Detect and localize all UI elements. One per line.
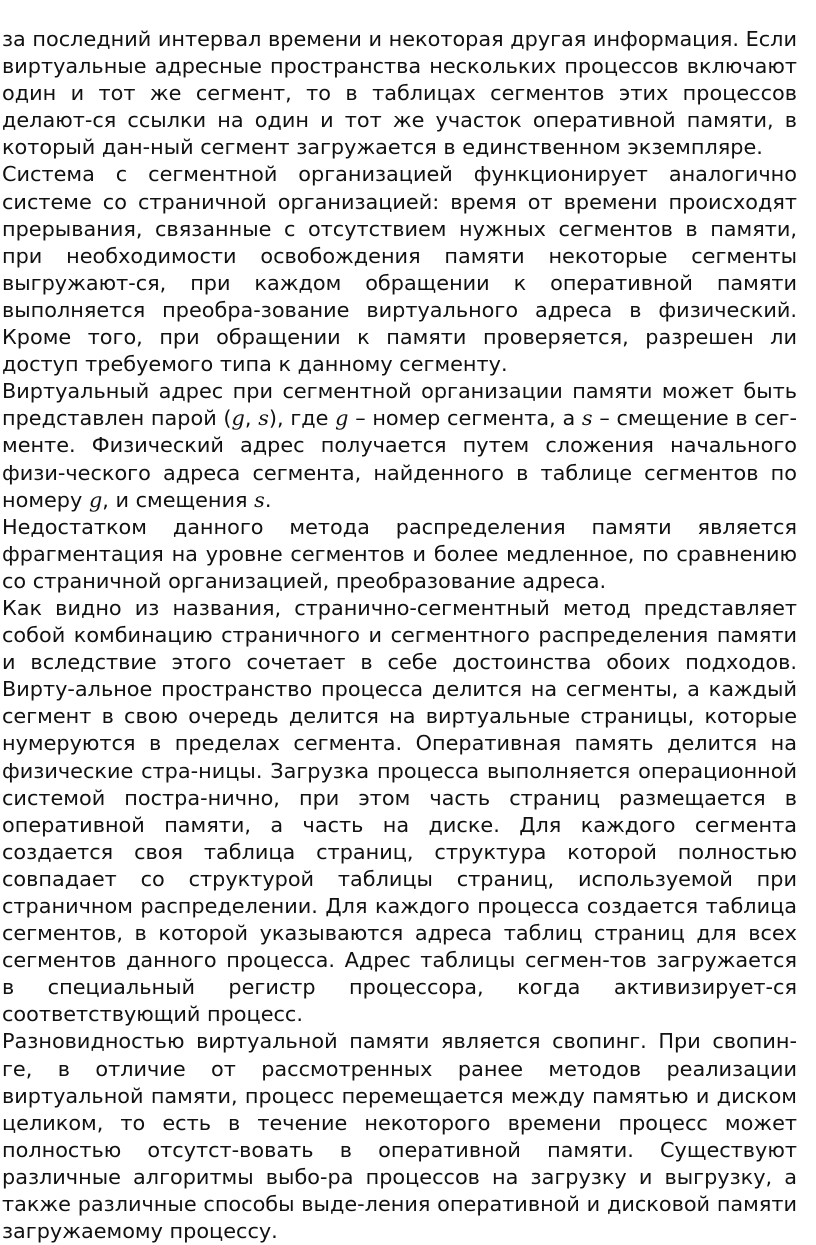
text-run: , и смещения <box>102 487 255 512</box>
paragraph-segment-system: Система с сегментной организацией функционирует аналогично системе со страничной организацией: время от времени происходят прерывания, связанные с отсутствием нужных сегментов в памяти, при необходимости освобождения памяти некоторые сегменты выгружают-ся, при каждом обращении к оперативной памяти выполняется преобра-зование виртуального адреса в физический. Кроме того, при обращении к памяти проверяется, разрешен ли доступ требуемого типа к данному сегменту. <box>2 162 797 377</box>
paragraph-virtual-address <box>2 378 797 513</box>
text-run: ), где <box>268 406 336 431</box>
variable-s: s <box>254 487 265 512</box>
paragraph-segment-sharing: за последний интервал времени и некоторая другая информация. Если виртуальные адресные пространства нескольких процессов включают один и тот же сегмент, то в таблицах сегментов этих процессов делают-ся ссылки на один и тот же участок оперативной памяти, в который дан-ный сегмент загружается в единственном экземпляре. <box>2 27 797 160</box>
variable-s: s <box>258 406 269 431</box>
paragraph-page-segment-method: Как видно из названия, странично-сегментный метод представляет собой комбинацию страничного и сегментного распределения памяти и вследствие этого сочетает в себе достоинства обоих подходов. Вирту-альное пространство процесса делится на сегменты, а каждый сегмент в свою очередь делится на виртуальные страницы, которые нумеруются в пределах сегмента. Оперативная память делится на физические стра-ницы. Загрузка процесса выполняется операционной системой постра-нично, при этом часть страниц размещается в оперативной памяти, а часть на диске. Для каждого сегмента создается своя таблица страниц, структура которой полностью совпадает со структурой таблицы страниц, используемой при страничном распределении. Для каждого процесса создается таблица сегментов, в которой указываются адреса таблиц страниц для всех сегментов данного процесса. Адрес таблицы сегмен-тов загружается в специальный регистр процессора, когда активизирует-ся соответствующий процесс. <box>2 595 797 1027</box>
document-page <box>2 26 797 1245</box>
variable-g: g <box>335 406 349 431</box>
variable-s: s <box>581 406 593 431</box>
text-run: , <box>244 406 259 431</box>
paragraph-disadvantage: Недостатком данного метода распределения памяти является фрагментация на уровне сегментов и более медленное, по сравнению со страничной организацией, преобразование адреса. <box>2 514 797 593</box>
variable-g: g <box>88 487 103 512</box>
text-run: Виртуальный адрес при сегментной организации памяти может быть представлен парой ( <box>2 379 797 431</box>
text-run: – номер сегмента, а <box>348 406 582 431</box>
text-run: – смещение в сег-менте. Физический адрес получается путем сложения начального физи-ческого адреса сегмента, найденного в таблице сегментов по номеру <box>2 406 797 512</box>
variable-g: g <box>231 406 245 431</box>
paragraph-swapping: Разновидностью виртуальной памяти является свопинг. При свопин- ге, в отличие от рассмотренных ранее методов реализации виртуальной памяти, процесс перемещается между памятью и диском целиком, то есть в течение некоторого времени процесс может полностью отсутст-вовать в оперативной памяти. Существуют различные алгоритмы выбо-ра процессов на загрузку и выгрузку, а также различные способы выде-ления оперативной и дисковой памяти загружаемому процессу. <box>2 1029 797 1244</box>
text-run: . <box>264 487 272 512</box>
